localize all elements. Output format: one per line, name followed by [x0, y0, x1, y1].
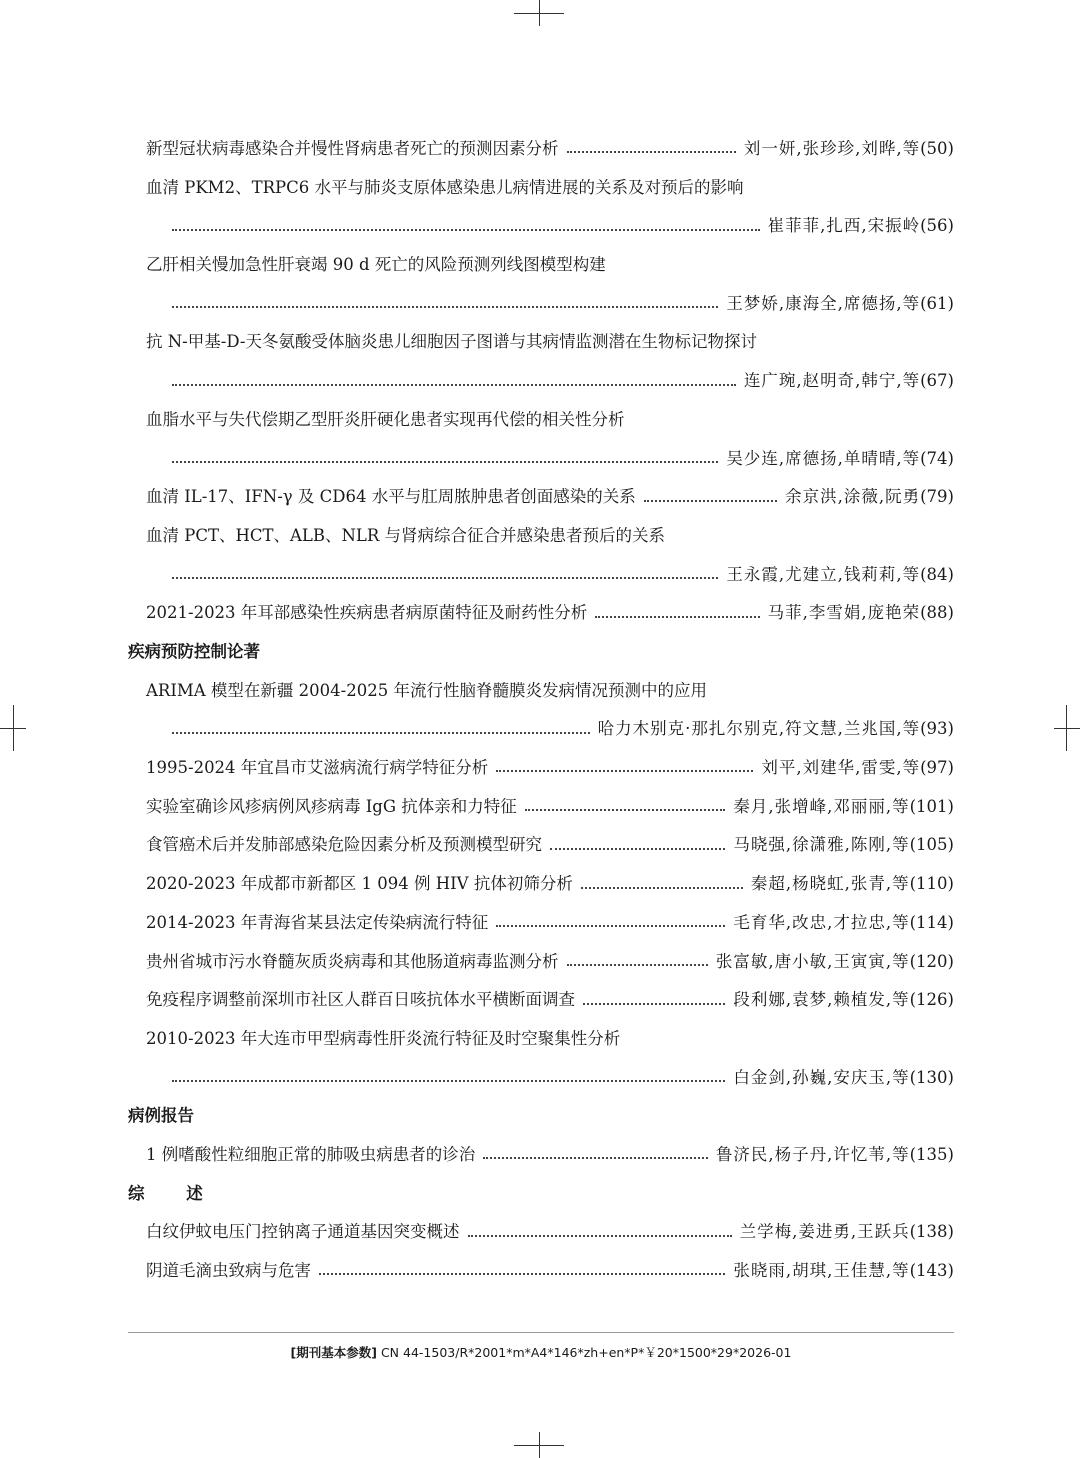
toc-entry-title: 免疫程序调整前深圳市社区人群百日咳抗体水平横断面调查	[146, 990, 575, 1010]
footer-label: [期刊基本参数]	[290, 1345, 377, 1360]
toc-entry-page: (93)	[920, 710, 954, 749]
toc-entry-title: 2021-2023 年耳部感染性疾病患者病原菌特征及耐药性分析	[146, 603, 588, 623]
toc-entry-authors: 白金剑,孙巍,安庆玉,等	[733, 1059, 909, 1098]
toc-entry[interactable]	[128, 749, 954, 788]
toc-entry-title: 2020-2023 年成都市新都区 1 094 例 HIV 抗体初筛分析	[146, 874, 573, 894]
toc-entry-page: (56)	[920, 207, 954, 246]
toc-entry[interactable]	[128, 517, 954, 594]
toc-entry-authors: 连广琬,赵明奇,韩宁,等	[744, 362, 920, 401]
toc-entry-page: (114)	[910, 904, 954, 943]
toc-entry[interactable]	[128, 865, 954, 904]
leader-dots	[172, 306, 718, 308]
leader-dots	[172, 229, 760, 231]
toc-entry[interactable]	[128, 826, 954, 865]
toc-entry-title: 乙肝相关慢加急性肝衰竭 90 d 死亡的风险预测列线图模型构建	[146, 246, 612, 285]
toc-entry-title: 血清 PCT、HCT、ALB、NLR 与肾病综合征合并感染患者预后的关系	[146, 517, 671, 556]
table-of-contents	[128, 130, 954, 1291]
toc-group-prevention	[128, 672, 954, 1098]
toc-entry[interactable]	[128, 1213, 954, 1252]
leader-dots	[468, 1235, 732, 1237]
toc-entry[interactable]	[128, 246, 954, 323]
crop-mark-right-h	[1054, 728, 1080, 729]
toc-entry-authors: 马菲,李雪娟,庞艳荣	[768, 594, 921, 633]
toc-entry-leader-line	[146, 826, 954, 865]
toc-entry[interactable]	[128, 1252, 954, 1291]
toc-entry-authors: 秦月,张增峰,邓丽丽,等	[733, 788, 909, 827]
leader-dots	[319, 1273, 725, 1275]
toc-entry-leader-line	[164, 285, 954, 324]
toc-entry-authors: 毛育华,改忠,才拉忠,等	[733, 904, 909, 943]
toc-entry-page: (110)	[910, 865, 954, 904]
footer-text: CN 44-1503/R*2001*m*A4*146*zh+en*P*￥20*1500*29*2026-01	[380, 1345, 792, 1360]
toc-entry-page: (67)	[920, 362, 954, 401]
leader-dots	[496, 925, 725, 927]
toc-entry-authors: 吴少连,席德扬,单晴晴,等	[726, 440, 920, 479]
toc-entry[interactable]	[128, 169, 954, 246]
toc-entry-authors: 王梦娇,康海全,席德扬,等	[726, 285, 920, 324]
toc-entry-title: ARIMA 模型在新疆 2004-2025 年流行性脑脊髓膜炎发病情况预测中的应用	[146, 672, 713, 711]
toc-entry-authors: 鲁济民,杨子丹,许忆苇,等	[716, 1136, 910, 1175]
toc-entry-leader-line	[146, 1136, 954, 1175]
leader-dots	[550, 848, 725, 850]
toc-entry-authors: 段利娜,袁梦,赖植发,等	[733, 981, 909, 1020]
toc-entry-authors: 崔菲菲,扎西,宋振岭	[768, 207, 921, 246]
toc-entry-leader-line	[146, 130, 954, 169]
toc-entry[interactable]	[128, 1136, 954, 1175]
toc-entry-page: (135)	[910, 1136, 954, 1175]
toc-entry-page: (130)	[910, 1059, 954, 1098]
toc-entry-page: (79)	[920, 478, 954, 517]
toc-entry[interactable]	[128, 981, 954, 1020]
toc-entry[interactable]	[128, 130, 954, 169]
toc-entry[interactable]	[128, 672, 954, 749]
toc-entry-page: (97)	[920, 749, 954, 788]
toc-entry-authors: 兰学梅,姜进勇,王跃兵	[740, 1213, 910, 1252]
toc-entry[interactable]	[128, 594, 954, 633]
crop-mark-left-h	[0, 728, 26, 729]
toc-entry-page: (101)	[910, 788, 954, 827]
toc-group-clinical	[128, 130, 954, 633]
toc-entry[interactable]	[128, 788, 954, 827]
toc-entry-leader-line	[146, 749, 954, 788]
leader-dots	[172, 1080, 725, 1082]
toc-entry-page: (84)	[920, 556, 954, 595]
toc-entry-leader-line	[146, 788, 954, 827]
toc-group-review	[128, 1213, 954, 1290]
leader-dots	[583, 1003, 725, 1005]
toc-entry-page: (120)	[910, 943, 954, 982]
toc-group-case-report	[128, 1136, 954, 1175]
section-heading-case-report: 病例报告	[128, 1106, 194, 1126]
toc-entry-leader-line	[146, 594, 954, 633]
crop-mark-top-h	[514, 13, 564, 14]
toc-entry[interactable]	[128, 401, 954, 478]
toc-entry-page: (105)	[910, 826, 954, 865]
leader-dots	[172, 577, 718, 579]
leader-dots	[496, 770, 753, 772]
toc-entry-title: 抗 N-甲基-D-天冬氨酸受体脑炎患儿细胞因子图谱与其病情监测潜在生物标记物探讨	[146, 323, 763, 362]
leader-dots	[172, 384, 736, 386]
toc-entry-title: 血清 PKM2、TRPC6 水平与肺炎支原体感染患儿病情进展的关系及对预后的影响	[146, 169, 749, 208]
toc-entry-authors: 王永霞,尤建立,钱莉莉,等	[726, 556, 920, 595]
toc-entry-leader-line	[164, 207, 954, 246]
toc-entry-authors: 马晓强,徐潇雅,陈刚,等	[733, 826, 909, 865]
crop-mark-bottom-h	[514, 1445, 564, 1446]
leader-dots	[525, 809, 726, 811]
toc-entry[interactable]	[128, 323, 954, 400]
toc-entry-page: (126)	[910, 981, 954, 1020]
toc-entry-leader-line	[146, 1252, 954, 1291]
toc-entry-authors: 哈力木别克·那扎尔别克,符文慧,兰兆国,等	[598, 710, 920, 749]
toc-entry-authors: 刘平,刘建华,雷雯,等	[761, 749, 920, 788]
toc-entry-title: 2010-2023 年大连市甲型病毒性肝炎流行特征及时空聚集性分析	[146, 1020, 626, 1059]
toc-entry-title: 1 例嗜酸性粒细胞正常的肺吸虫病患者的诊治	[146, 1144, 476, 1164]
leader-dots	[644, 500, 777, 502]
toc-entry-leader-line	[146, 865, 954, 904]
toc-entry-page: (88)	[920, 594, 954, 633]
leader-dots	[595, 616, 759, 618]
toc-entry-title: 血清 IL-17、IFN-γ 及 CD64 水平与肛周脓肿患者创面感染的关系	[146, 487, 636, 507]
toc-entry-leader-line	[164, 440, 954, 479]
toc-entry[interactable]	[128, 1020, 954, 1097]
toc-entry-title: 白纹伊蚊电压门控钠离子通道基因突变概述	[146, 1222, 460, 1242]
toc-entry-authors: 秦超,杨晓虹,张青,等	[751, 865, 910, 904]
toc-entry-authors: 刘一妍,张珍珍,刘晔,等	[744, 130, 920, 169]
toc-entry-page: (50)	[920, 130, 954, 169]
toc-entry-title: 实验室确诊风疹病例风疹病毒 IgG 抗体亲和力特征	[146, 796, 517, 816]
toc-entry-leader-line	[164, 362, 954, 401]
toc-entry-title: 血脂水平与失代偿期乙型肝炎肝硬化患者实现再代偿的相关性分析	[146, 401, 631, 440]
leader-dots	[567, 151, 736, 153]
toc-entry-authors: 张富敏,唐小敏,王寅寅,等	[716, 943, 910, 982]
leader-dots	[172, 461, 718, 463]
toc-entry[interactable]	[128, 904, 954, 943]
toc-entry-page: (61)	[920, 285, 954, 324]
toc-entry[interactable]	[128, 943, 954, 982]
leader-dots	[567, 964, 708, 966]
toc-entry-authors: 张晓雨,胡琪,王佳慧,等	[733, 1252, 909, 1291]
toc-entry-page: (74)	[920, 440, 954, 479]
toc-entry-title: 食管癌术后并发肺部感染危险因素分析及预测模型研究	[146, 835, 542, 855]
toc-entry-leader-line	[146, 478, 954, 517]
journal-parameters-footer	[128, 1332, 954, 1361]
toc-entry-leader-line	[164, 556, 954, 595]
toc-entry-leader-line	[164, 710, 954, 749]
toc-entry-title: 新型冠状病毒感染合并慢性肾病患者死亡的预测因素分析	[146, 139, 559, 158]
toc-entry-page: (143)	[910, 1252, 954, 1291]
toc-entry-leader-line	[146, 981, 954, 1020]
toc-entry-title: 1995-2024 年宜昌市艾滋病流行病学特征分析	[146, 758, 489, 778]
toc-entry-leader-line	[146, 943, 954, 982]
leader-dots	[483, 1157, 708, 1159]
toc-entry-leader-line	[164, 1059, 954, 1098]
toc-entry-title: 贵州省城市污水脊髓灰质炎病毒和其他肠道病毒监测分析	[146, 951, 559, 971]
toc-entry-title: 2014-2023 年青海省某县法定传染病流行特征	[146, 912, 489, 932]
section-heading-prevention: 疾病预防控制论著	[128, 642, 260, 662]
toc-entry-title: 阴道毛滴虫致病与危害	[146, 1261, 311, 1281]
section-heading-review: 综 述	[128, 1183, 221, 1203]
leader-dots	[581, 887, 743, 889]
toc-entry-leader-line	[146, 1213, 954, 1252]
toc-entry-page: (138)	[910, 1213, 954, 1252]
toc-entry-leader-line	[146, 904, 954, 943]
toc-entry-authors: 余京洪,涂薇,阮勇	[785, 478, 920, 517]
leader-dots	[172, 732, 590, 734]
toc-entry[interactable]	[128, 478, 954, 517]
